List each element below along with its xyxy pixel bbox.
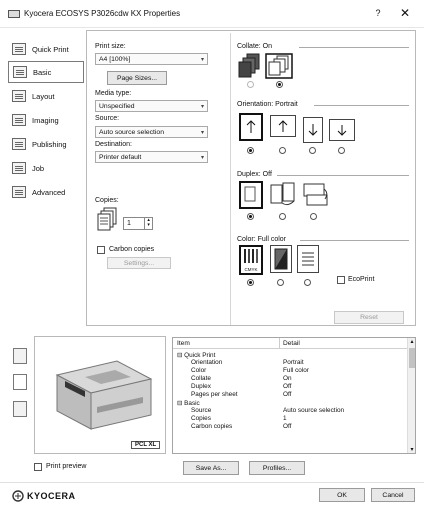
- ecoprint-checkbox[interactable]: [337, 276, 345, 284]
- close-button[interactable]: ✕: [399, 6, 411, 20]
- detail-cell: Off: [283, 423, 292, 430]
- duplex-label: Duplex: Off: [237, 171, 272, 178]
- color-grayscale-radio[interactable]: [304, 279, 311, 286]
- color-full-radio[interactable]: [247, 279, 254, 286]
- scroll-down-icon[interactable]: ▾: [410, 447, 414, 453]
- carbon-copies-label: Carbon copies: [109, 246, 155, 253]
- source-label: Source:: [95, 115, 120, 122]
- collate-on-radio[interactable]: [276, 81, 283, 88]
- orientation-rotated-portrait-option[interactable]: [303, 117, 323, 143]
- window-title: Kyocera ECOSYS P3026cdw KX Properties: [24, 9, 181, 18]
- chevron-down-icon: ▾: [200, 103, 204, 110]
- detail-cell: Off: [283, 383, 292, 390]
- item-cell: Color: [191, 367, 207, 374]
- color-black-white-option[interactable]: [270, 245, 292, 273]
- divider: [314, 105, 409, 106]
- cmyk-text: CMYK: [244, 267, 258, 272]
- detail-cell: 1: [283, 415, 287, 422]
- item-cell: Orientation: [191, 359, 223, 366]
- detail-cell: On: [283, 375, 292, 382]
- settings-button[interactable]: Settings...: [107, 257, 171, 269]
- copies-value: 1: [127, 220, 131, 227]
- duplex-short-edge-option[interactable]: [301, 181, 331, 209]
- quick-print-icon: [12, 43, 26, 55]
- spin-arrows-icon[interactable]: ▴ ▾: [144, 218, 152, 229]
- media-type-value: Unspecified: [99, 102, 135, 110]
- print-size-label: Print size:: [95, 43, 126, 50]
- carbon-copies-checkbox[interactable]: [97, 246, 105, 254]
- ok-button[interactable]: OK: [319, 488, 365, 502]
- nav-item-label: Basic: [33, 67, 52, 77]
- source-select[interactable]: [95, 126, 208, 138]
- table-row[interactable]: [173, 391, 407, 399]
- duplex-long-edge-radio[interactable]: [279, 213, 286, 220]
- printer-preview-panel: [34, 336, 166, 454]
- divider: [300, 240, 409, 241]
- detail-cell: Portrait: [283, 359, 304, 366]
- nav-item-quick-print[interactable]: [8, 38, 84, 60]
- reset-button[interactable]: Reset: [334, 311, 404, 324]
- duplex-long-edge-option[interactable]: [269, 181, 297, 209]
- duplex-off-radio[interactable]: [247, 213, 254, 220]
- table-row[interactable]: [173, 407, 407, 415]
- orientation-portrait-option[interactable]: [239, 113, 263, 141]
- printer-view-icon[interactable]: [13, 348, 27, 364]
- nav-item-basic[interactable]: [8, 61, 84, 83]
- destination-select[interactable]: [95, 151, 208, 163]
- scroll-up-icon[interactable]: ▴: [410, 339, 414, 345]
- item-cell: ⊟ Quick Print: [177, 352, 216, 359]
- printer-image: [45, 345, 155, 435]
- header-detail: Detail: [283, 340, 300, 347]
- nav-item-layout[interactable]: [8, 85, 84, 107]
- footer-divider: [0, 482, 424, 483]
- orientation-landscape-radio[interactable]: [279, 147, 286, 154]
- layout-icon: [12, 90, 26, 102]
- detail-cell: Off: [283, 391, 292, 398]
- copies-stepper[interactable]: [123, 217, 153, 230]
- nav-item-label: Layout: [32, 91, 55, 101]
- destination-label: Destination:: [95, 141, 132, 148]
- nav-item-label: Job: [32, 163, 45, 173]
- cancel-button[interactable]: Cancel: [371, 488, 415, 502]
- item-cell: Copies: [191, 415, 211, 422]
- orientation-rotated-portrait-radio[interactable]: [309, 147, 316, 154]
- media-type-label: Media type:: [95, 90, 132, 97]
- nav-item-advanced[interactable]: [8, 181, 84, 203]
- media-type-select[interactable]: [95, 100, 208, 112]
- orientation-label: Orientation: Portrait: [237, 101, 298, 108]
- table-row[interactable]: [173, 367, 407, 375]
- collate-off-option[interactable]: [237, 53, 263, 81]
- nav-item-label: Publishing: [32, 139, 67, 149]
- item-cell: Source: [191, 407, 212, 414]
- ecoprint-label: EcoPrint: [348, 276, 375, 283]
- source-value: Auto source selection: [99, 128, 164, 136]
- table-row[interactable]: [173, 359, 407, 367]
- divider: [299, 47, 409, 48]
- color-grayscale-option[interactable]: [297, 245, 319, 273]
- copies-label: Copies:: [95, 197, 119, 204]
- detail-cell: Auto source selection: [283, 407, 345, 414]
- chevron-down-icon: ▾: [200, 129, 204, 136]
- orientation-rotated-landscape-radio[interactable]: [338, 147, 345, 154]
- detail-cell: Full color: [283, 367, 309, 374]
- table-row[interactable]: [173, 351, 407, 359]
- page-sizes-button[interactable]: Page Sizes...: [107, 71, 167, 85]
- stamp-icon[interactable]: [13, 401, 27, 417]
- color-label: Color: Full color: [237, 236, 287, 243]
- summary-header: [173, 338, 407, 349]
- printer-icon: [8, 10, 20, 18]
- item-cell: Collate: [191, 375, 211, 382]
- item-cell: Duplex: [191, 383, 211, 390]
- print-size-select[interactable]: [95, 53, 208, 65]
- chevron-down-icon: ▾: [200, 56, 204, 63]
- pcl-xl-badge: PCL XL: [131, 441, 160, 449]
- settings-summary-list[interactable]: [172, 337, 416, 454]
- imaging-icon: [12, 114, 26, 126]
- column-divider: [230, 33, 231, 325]
- duplex-short-edge-radio[interactable]: [310, 213, 317, 220]
- table-row[interactable]: [173, 383, 407, 391]
- table-row[interactable]: [173, 399, 407, 407]
- print-preview-label: Print preview: [46, 463, 87, 470]
- nav-item-label: Imaging: [32, 115, 59, 125]
- divider: [277, 175, 409, 176]
- collate-label: Collate: On: [237, 43, 273, 50]
- basic-icon: [13, 66, 27, 78]
- kyocera-logo: [12, 490, 76, 502]
- kyocera-logo-icon: [12, 490, 24, 502]
- table-row[interactable]: [173, 375, 407, 383]
- kyocera-logo-text: KYOCERA: [27, 491, 76, 501]
- save-as-button[interactable]: Save As...: [183, 461, 239, 475]
- column-separator: [279, 338, 280, 349]
- help-button[interactable]: ?: [375, 8, 381, 18]
- table-row[interactable]: [173, 415, 407, 423]
- title-bar: [0, 0, 424, 28]
- orientation-landscape-option[interactable]: [270, 115, 296, 137]
- item-cell: ⊟ Basic: [177, 400, 200, 407]
- document-view-icon[interactable]: [13, 374, 27, 390]
- job-icon: [12, 162, 26, 174]
- item-cell: Pages per sheet: [191, 391, 238, 398]
- nav-item-label: Quick Print: [32, 44, 69, 54]
- collate-on-option[interactable]: [265, 53, 293, 81]
- duplex-off-option[interactable]: [239, 181, 263, 209]
- orientation-portrait-radio[interactable]: [247, 147, 254, 154]
- header-item: Item: [177, 340, 190, 347]
- scrollbar[interactable]: [407, 338, 416, 453]
- item-cell: Carbon copies: [191, 423, 233, 430]
- nav-item-publishing[interactable]: [8, 133, 84, 155]
- collate-off-radio[interactable]: [247, 81, 254, 88]
- print-preview-checkbox[interactable]: [34, 463, 42, 471]
- nav-item-label: Advanced: [32, 187, 66, 197]
- table-row[interactable]: [173, 423, 407, 431]
- color-black-white-radio[interactable]: [277, 279, 284, 286]
- publishing-icon: [12, 138, 26, 150]
- orientation-rotated-landscape-option[interactable]: [329, 119, 355, 141]
- destination-value: Printer default: [99, 153, 142, 161]
- print-size-value: A4 [100%]: [99, 55, 131, 63]
- scroll-thumb[interactable]: [409, 348, 415, 368]
- copies-icon: [97, 207, 117, 233]
- nav-item-imaging[interactable]: [8, 109, 84, 131]
- chevron-down-icon: ▾: [200, 154, 204, 161]
- profiles-button[interactable]: Profiles...: [249, 461, 305, 475]
- color-full-option[interactable]: [239, 245, 263, 275]
- basic-settings-panel: [86, 30, 416, 326]
- nav-item-job[interactable]: [8, 157, 84, 179]
- advanced-icon: [12, 186, 26, 198]
